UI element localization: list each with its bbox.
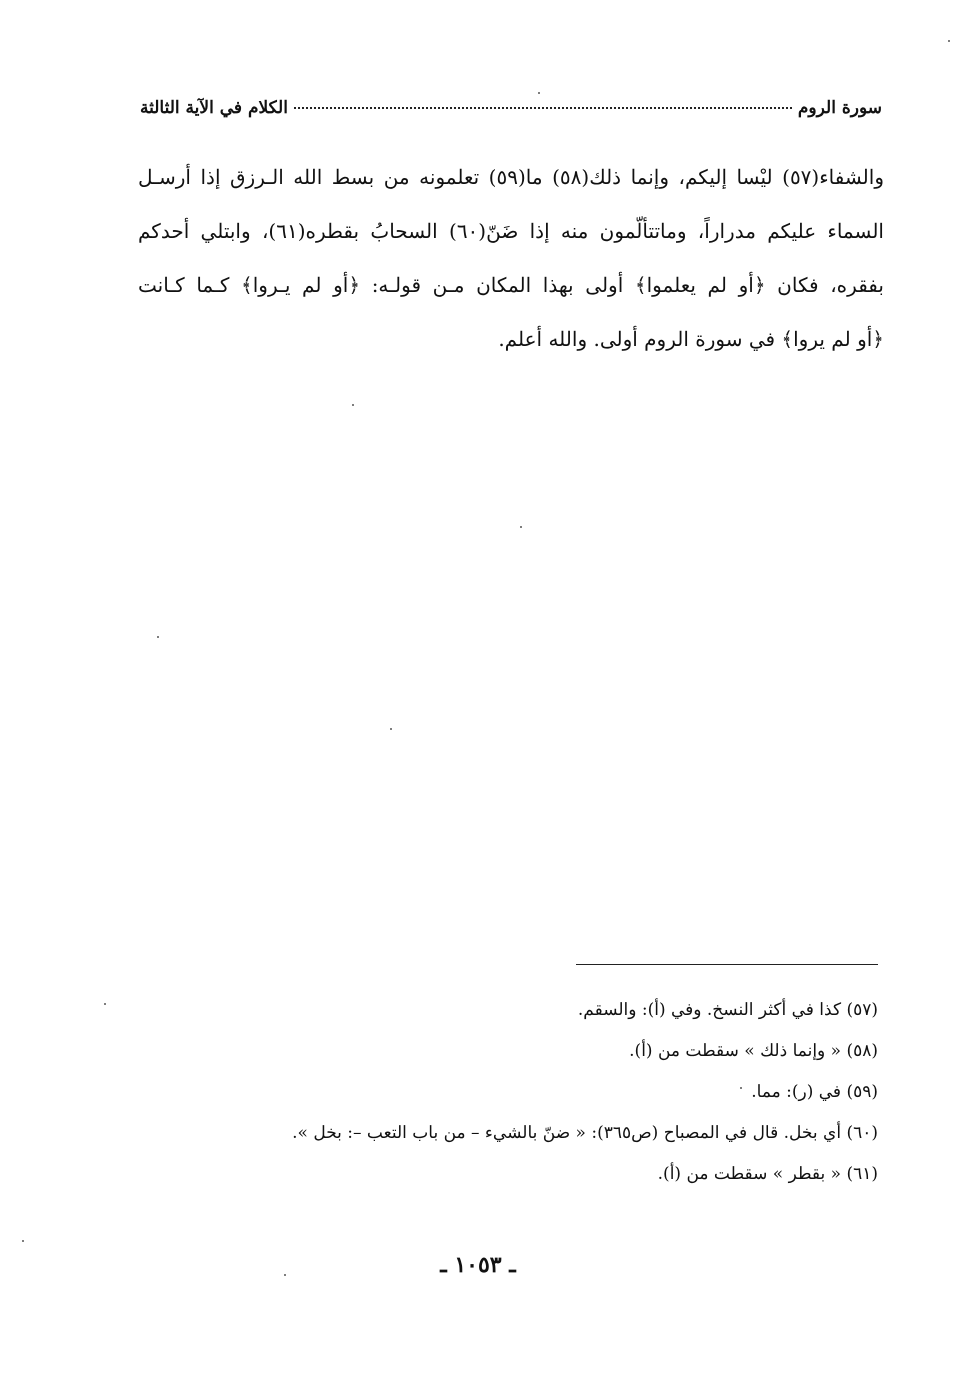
scan-speck [104, 1003, 106, 1005]
footnotes [180, 990, 878, 1195]
scan-speck [538, 92, 540, 94]
sura-title: سورة الروم [797, 98, 882, 118]
text-line: والشفاء(٥٧) ليْسا إليكم، وإنما ذلك(٥٨) ما(٥٩) تعلمونه من بسط الله الـرزق إذا أرسـل [138, 165, 884, 189]
text-line: السماء عليكم مدراراً، وماتتألّمون منه إذا ضَنّ(٦٠) السحابُ بقطره(٦١)، وابتلي أحدكم [138, 219, 884, 243]
scan-speck [352, 404, 354, 406]
footnote-separator [576, 964, 878, 965]
scan-speck [520, 526, 522, 528]
scan-speck [157, 636, 159, 638]
text-line: بفقره، فكان ﴿أو لم يعلموا﴾ أولى بهذا المكان مـن قولـه: ﴿أو لم يـروا﴾ كـما كـانت [138, 273, 884, 297]
page-number: ـ ١٠٥٣ ـ [440, 1252, 516, 1278]
section-title: الكلام في الآية الثالثة [140, 98, 288, 118]
scan-speck [390, 728, 392, 730]
scan-speck [948, 40, 950, 42]
footnote: (٥٧) كذا في أكثر النسخ. وفي (أ): والسقم. [577, 1000, 878, 1020]
scan-speck [284, 1274, 286, 1276]
text-line: ﴿أو لم يروا﴾ في سورة الروم أولى. والله أعلم. [498, 327, 884, 351]
footnote: (٦١) « بقطر » سقطت من (أ). [657, 1164, 878, 1184]
footnote: (٥٩) في (ر): مما. [751, 1082, 878, 1102]
main-text [138, 150, 884, 366]
header-dot-leader [294, 107, 792, 109]
scan-speck [22, 1240, 24, 1242]
scan-speck [740, 1087, 742, 1089]
running-header [140, 98, 882, 132]
footnote: (٦٠) أي بخل. قال في المصباح (ص٣٦٥): « ضنّ بالشيء – من باب التعب –: بخل ». [292, 1123, 878, 1143]
footnote: (٥٨) « وإنما ذلك » سقطت من (أ). [629, 1041, 878, 1061]
